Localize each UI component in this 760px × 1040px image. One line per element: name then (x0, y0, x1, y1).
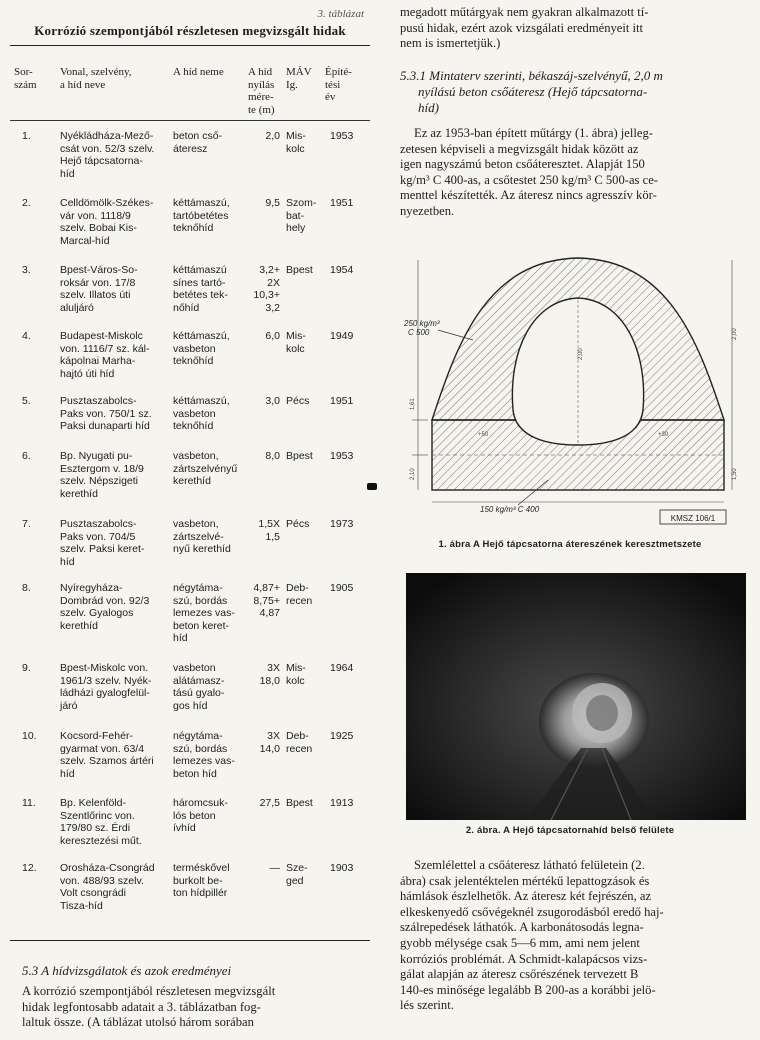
table-cell-type: kéttámaszú sínes tartó- betétes tek- nőhíd (173, 264, 228, 314)
table-cell-num: 6. (22, 450, 31, 462)
table-cell-year: 1951 (330, 395, 354, 407)
culvert-cross-section-drawing (398, 240, 742, 535)
label-bottom: 150 kg/m³ C 400 (480, 505, 540, 514)
table-cell-type: kéttámaszú, vasbeton teknőhíd (173, 330, 230, 368)
table-cell-route: Orosháza-Csongrád von. 488/93 szelv. Volt csongrádi Tisza-híd (60, 862, 155, 912)
table-cell-year: 1905 (330, 582, 354, 594)
table-cell-mav: Pécs (286, 518, 310, 530)
table-cell-year: 1973 (330, 518, 354, 530)
table-cell-year: 1954 (330, 264, 354, 276)
table-cell-route: Pusztaszabolcs- Paks von. 750/1 sz. Paksi dunaparti híd (60, 395, 152, 433)
subheading: 5.3.1 Mintaterv szerinti, békaszáj-szelvényű, 2,0 m nyílású beton csőáteresz (Hejő tápcsatorna- híd) (400, 68, 663, 115)
figure-2-caption: 2. ábra. A Hejő tápcsatornahíd belső felülete (465, 825, 675, 836)
table-cell-type: vasbeton, zártszelvényű kerethíd (173, 450, 238, 488)
column-marker (367, 483, 377, 490)
table-cell-num: 8. (22, 582, 31, 594)
table-number: 3. táblázat (317, 8, 364, 20)
table-cell-span: 27,5 (259, 797, 280, 809)
table-cell-mav: Mis- kolc (286, 330, 306, 355)
table-title: Korrózió szempontjából részletesen megvizsgált hidak (34, 23, 346, 38)
table-cell-mav: Mis- kolc (286, 130, 306, 155)
table-cell-num: 4. (22, 330, 31, 342)
drawing-stamp: KMSZ 106/1 (670, 514, 716, 523)
table-cell-span: 8,0 (265, 450, 280, 462)
table-cell-num: 9. (22, 662, 31, 674)
table-cell-span: 4,87+ 8,75+ 4,87 (253, 582, 280, 620)
table-cell-route: Nyékládháza-Mező- csát von. 52/3 szelv. Hejő tápcsatorna- híd (60, 130, 155, 180)
table-cell-route: Kocsord-Fehér- gyarmat von. 63/4 szelv. Szamos ártéri híd (60, 730, 154, 780)
svg-text:1,50: 1,50 (732, 468, 738, 480)
table-cell-mav: Deb- recen (286, 582, 313, 607)
table-cell-num: 7. (22, 518, 31, 530)
table-cell-span: 2,0 (265, 130, 280, 142)
paragraph-2: Szemlélettel a csőáteresz látható felületein (2. ábra) csak jelentéktelen mértékű lepattogzások és hámlások észlelhetők. Az áteresz két fejrészén, az elkeskenyedő csővégeknél zsugorodásból eredő haj- szálrepedések láthatók. A karbonátosodás legna- gyobb mélysége csak 5—6 mm, ami nem jelent korróziós problémát. A Schmidt-kalapácsos vizs- gálat alapján az áteresz csőrészének tervezett B 140-es minősége legalább B 200-as a korábbi jelö- lés szerint. (400, 858, 664, 1013)
table-cell-mav: Bpest (286, 450, 313, 462)
table-cell-mav: Pécs (286, 395, 310, 407)
table-bottom-rule (10, 940, 370, 941)
table-cell-year: 1949 (330, 330, 354, 342)
svg-text:+30: +30 (658, 432, 669, 438)
table-cell-span: 3X 14,0 (259, 730, 280, 755)
table-cell-route: Bp. Kelenföld- Szentlőrinc von. 179/80 sz. Érdi keresztezési műt. (60, 797, 142, 847)
table-cell-num: 11. (22, 797, 36, 809)
header-type: A híd neme (173, 66, 224, 78)
section-text: A korrózió szempontjából részletesen megvizsgált hidak legfontosabb adatait a 3. táblázatban fog- laltuk össze. (A táblázat utolsó három sorában (22, 984, 276, 1030)
table-cell-mav: Mis- kolc (286, 662, 306, 687)
table-cell-num: 5. (22, 395, 31, 407)
label-top-1: 250 kg/m³ (404, 319, 440, 328)
table-cell-route: Nyíregyháza- Dombrád von. 92/3 szelv. Gyalogos kerethíd (60, 582, 150, 632)
table-cell-type: háromcsuk- lós beton ívhíd (173, 797, 228, 835)
table-cell-year: 1903 (330, 862, 354, 874)
section-heading: 5.3 A hídvizsgálatok és azok eredményei (22, 963, 232, 978)
table-cell-route: Bpest-Város-So- roksár von. 17/8 szelv. Illatos úti aluljáró (60, 264, 138, 314)
label-top-2: C 500 (408, 328, 430, 337)
table-cell-span: 3X 18,0 (259, 662, 280, 687)
header-mav: MÁV Ig. (286, 66, 312, 91)
header-rule (10, 120, 370, 121)
table-cell-route: Bpest-Miskolc von. 1961/3 szelv. Nyék- ládházi gyalogfelül- járó (60, 662, 152, 712)
culvert-interior-photo (406, 573, 746, 820)
table-cell-type: beton cső- áteresz (173, 130, 223, 155)
header-year: Építé- tési év (325, 66, 352, 103)
intro-text: megadott műtárgyak nem gyakran alkalmazott tí- pusú hidak, ezért azok vizsgálati eredményeit itt nem is ismertetjük.) (400, 5, 649, 51)
table-cell-route: Pusztaszabolcs- Paks von. 704/5 szelv. Paksi keret- híd (60, 518, 145, 568)
table-cell-type: vasbeton, zártszelvé- nyű kerethíd (173, 518, 231, 556)
paragraph-1: Ez az 1953-ban épített műtárgy (1. ábra) jelleg- zetesen képviseli a megvizsgált hidak között az igen nagyszámú beton csőáteresztet. Alapját 150 kg/m³ C 400-as, a csőtestet 250 kg/m³ C 500-as ce- menttel készítették. Az áteresz nincs agresszív kör- nyezetben. (400, 126, 658, 218)
table-cell-num: 3. (22, 264, 31, 276)
table-cell-year: 1964 (330, 662, 354, 674)
table-cell-route: Budapest-Miskolc von. 1116/7 sz. kál- kápolnai Marha- hajtó úti híd (60, 330, 150, 380)
table-cell-type: kéttámaszú, tartóbetétes teknőhíd (173, 197, 230, 235)
table-cell-route: Celldömölk-Székes- vár von. 1118/9 szelv. Bobai Kis- Marcal-híd (60, 197, 154, 247)
table-cell-type: terméskővel burkolt be- ton hídpillér (173, 862, 230, 900)
table-cell-mav: Bpest (286, 797, 313, 809)
table-cell-mav: Sze- ged (286, 862, 308, 887)
svg-text:+50: +50 (478, 432, 489, 438)
table-cell-span: 3,2+ 2X 10,3+ 3,2 (253, 264, 280, 314)
table-cell-span: 1,5X 1,5 (258, 518, 280, 543)
table-cell-span: 6,0 (265, 330, 280, 342)
header-span: A híd nyílás mére- te (m) (248, 66, 275, 116)
svg-text:2,00: 2,00 (578, 348, 584, 360)
table-cell-type: négytáma- szú, bordás lemezes vas- beton keret- híd (173, 582, 235, 645)
table-cell-type: négytáma- szú, bordás lemezes vas- beton híd (173, 730, 235, 780)
svg-text:2,10: 2,10 (410, 468, 416, 480)
table-cell-type: kéttámaszú, vasbeton teknőhíd (173, 395, 230, 433)
table-cell-year: 1925 (330, 730, 354, 742)
table-top-rule (10, 45, 370, 46)
svg-text:1,61: 1,61 (410, 398, 416, 410)
header-num: Sor- szám (14, 66, 37, 91)
table-cell-num: 12. (22, 862, 37, 874)
table-cell-route: Bp. Nyugati pu- Esztergom v. 18/9 szelv. Népszigeti kerethíd (60, 450, 144, 500)
table-cell-mav: Bpest (286, 264, 313, 276)
table-cell-type: vasbeton alátámasz- tású gyalo- gos híd (173, 662, 225, 712)
table-cell-num: 1. (22, 130, 31, 142)
table-cell-span: — (269, 862, 280, 874)
header-route: Vonal, szelvény, a híd neve (60, 66, 132, 91)
table-cell-year: 1953 (330, 450, 354, 462)
table-cell-year: 1953 (330, 130, 354, 142)
table-cell-mav: Deb- recen (286, 730, 313, 755)
table-cell-year: 1951 (330, 197, 354, 209)
table-cell-num: 10. (22, 730, 37, 742)
figure-1-caption: 1. ábra A Hejő tápcsatorna átereszének keresztmetszete (438, 539, 702, 550)
table-cell-num: 2. (22, 197, 31, 209)
svg-text:2,00: 2,00 (732, 328, 738, 340)
table-cell-mav: Szom- bat- hely (286, 197, 317, 235)
table-cell-span: 3,0 (265, 395, 280, 407)
table-cell-span: 9,5 (265, 197, 280, 209)
table-cell-year: 1913 (330, 797, 354, 809)
